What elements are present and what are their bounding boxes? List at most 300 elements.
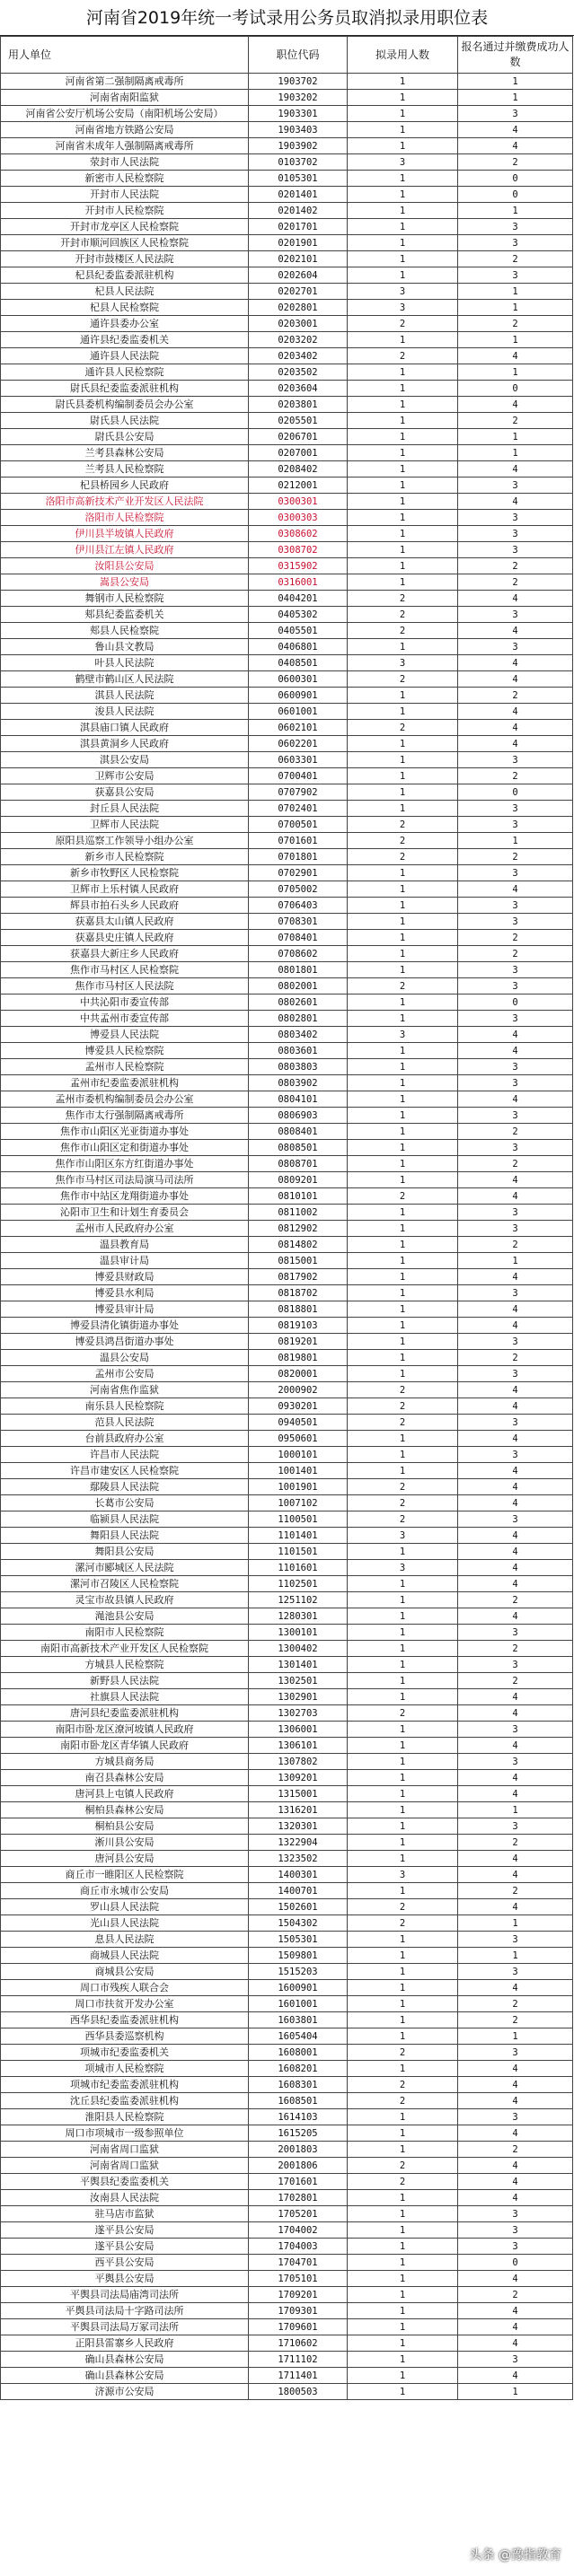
cell-unit: 光山县人民法院 [1,1915,249,1932]
cell-planned: 3 [348,1560,458,1576]
cell-planned: 1 [348,801,458,817]
cell-unit: 方城县人民检察院 [1,1657,249,1673]
cell-unit: 开封市顺河回族区人民检察院 [1,235,249,251]
table-row [1,1835,573,1851]
cell-paid: 1 [458,833,573,849]
cell-code: 1709601 [249,2319,348,2335]
cell-unit: 焦作市马村区司法局演马司法所 [1,1172,249,1188]
cell-unit: 博爱县清化镇街道办事处 [1,1318,249,1334]
cell-code: 0202801 [249,300,348,316]
table-row [1,2045,573,2061]
cell-paid: 4 [458,2125,573,2142]
cell-planned: 2 [348,833,458,849]
cell-code: 1007102 [249,1495,348,1511]
cell-planned: 1 [348,704,458,720]
cell-unit: 浚县人民法院 [1,704,249,720]
cell-paid: 4 [458,1608,573,1625]
cell-paid: 3 [458,1221,573,1237]
cell-planned: 1 [348,2222,458,2239]
cell-unit: 博爱县鸿昌街道办事处 [1,1334,249,1350]
cell-code: 1705201 [249,2206,348,2222]
cell-unit: 孟州市纪委监委派驻机构 [1,1075,249,1091]
cell-code: 1903202 [249,90,348,106]
cell-paid: 2 [458,946,573,962]
cell-paid: 1 [458,1915,573,1932]
cell-paid: 3 [458,1754,573,1770]
cell-code: 0207001 [249,445,348,461]
cell-planned: 3 [348,300,458,316]
cell-paid: 4 [458,623,573,639]
cell-paid: 4 [458,1786,573,1802]
cell-unit: 荥封市人民法院 [1,154,249,171]
cell-planned: 1 [348,1625,458,1641]
cell-paid: 2 [458,2142,573,2158]
cell-code: 1614103 [249,2109,348,2125]
cell-planned: 1 [348,1964,458,1980]
cell-paid: 4 [458,1091,573,1108]
cell-code: 1704701 [249,2255,348,2271]
cell-paid: 2 [458,768,573,784]
cell-planned: 1 [348,1802,458,1818]
table-row [1,833,573,849]
table-row [1,1608,573,1625]
cell-code: 0202604 [249,267,348,284]
cell-planned: 3 [348,1867,458,1883]
table-row [1,1738,573,1754]
cell-planned: 1 [348,1738,458,1754]
cell-unit: 西平县公安局 [1,2255,249,2271]
cell-unit: 项城市人民检察院 [1,2061,249,2077]
cell-unit: 驻马店市监狱 [1,2206,249,2222]
cell-paid: 2 [458,688,573,704]
cell-code: 0308702 [249,542,348,558]
table-row [1,1463,573,1479]
cell-paid: 2 [458,251,573,267]
cell-paid: 4 [458,1318,573,1334]
cell-paid: 2 [458,849,573,865]
cell-paid: 2 [458,1673,573,1689]
cell-unit: 新乡市人民检察院 [1,849,249,865]
cell-paid: 4 [458,1188,573,1205]
table-row [1,1657,573,1673]
cell-planned: 1 [348,1285,458,1301]
table-row [1,219,573,235]
cell-unit: 南乐县人民检察院 [1,1398,249,1415]
cell-paid: 3 [458,2109,573,2125]
cell-unit: 南阳市人民检察院 [1,1625,249,1641]
cell-paid: 4 [458,1382,573,1398]
cell-planned: 1 [348,930,458,946]
cell-unit: 洛阳市高新技术产业开发区人民法院 [1,494,249,510]
cell-unit: 项城市纪委监委派驻机构 [1,2077,249,2093]
cell-paid: 3 [458,2206,573,2222]
cell-planned: 1 [348,1576,458,1592]
cell-unit: 孟州市人民检察院 [1,1059,249,1075]
cell-paid: 4 [458,655,573,671]
cell-planned: 1 [348,1318,458,1334]
table-row [1,574,573,591]
table-row [1,930,573,946]
table-row [1,2077,573,2093]
cell-planned: 1 [348,413,458,429]
table-row [1,235,573,251]
cell-planned: 1 [348,122,458,138]
cell-planned: 1 [348,881,458,898]
cell-planned: 1 [348,235,458,251]
cell-planned: 1 [348,2319,458,2335]
cell-code: 0804101 [249,1091,348,1108]
cell-planned: 2 [348,348,458,364]
table-row [1,1059,573,1075]
cell-planned: 1 [348,865,458,881]
cell-code: 1608001 [249,2045,348,2061]
cell-code: 0103702 [249,154,348,171]
cell-code: 0208402 [249,461,348,478]
cell-code: 1509801 [249,1948,348,1964]
cell-code: 0406801 [249,639,348,655]
cell-paid: 4 [458,2061,573,2077]
cell-code: 0601001 [249,704,348,720]
cell-unit: 淇县黄洞乡人民政府 [1,736,249,752]
cell-unit: 叶县人民法院 [1,655,249,671]
cell-unit: 平舆县司法局十字路司法所 [1,2303,249,2319]
table-row [1,2012,573,2028]
table-row [1,2206,573,2222]
table-row [1,510,573,526]
cell-unit: 焦作市山阳区东方红街道办事处 [1,1156,249,1172]
cell-planned: 1 [348,558,458,574]
cell-planned: 1 [348,171,458,187]
cell-planned: 1 [348,946,458,962]
table-row [1,187,573,203]
cell-unit: 新野县人民法院 [1,1673,249,1689]
cell-unit: 温县审计局 [1,1253,249,1269]
cell-code: 0308602 [249,526,348,542]
cell-paid: 4 [458,1269,573,1285]
cell-code: 0811002 [249,1205,348,1221]
cell-code: 0818801 [249,1301,348,1318]
cell-unit: 唐河县上屯镇人民政府 [1,1786,249,1802]
table-row [1,1980,573,1996]
table-row [1,2335,573,2352]
cell-planned: 1 [348,510,458,526]
cell-paid: 3 [458,1140,573,1156]
cell-planned: 1 [348,2125,458,2142]
cell-code: 1709301 [249,2303,348,2319]
cell-paid: 3 [458,510,573,526]
table-header-row [1,37,573,74]
table-row [1,752,573,768]
cell-unit: 尉氏县人民法院 [1,413,249,429]
table-row [1,1398,573,1415]
cell-unit: 开封市人民检察院 [1,203,249,219]
cell-code: 1101601 [249,1560,348,1576]
cell-paid: 1 [458,364,573,381]
cell-paid: 3 [458,962,573,978]
table-row [1,2125,573,2142]
cell-planned: 1 [348,203,458,219]
cell-paid: 2 [458,1835,573,1851]
table-row [1,2303,573,2319]
table-row [1,1091,573,1108]
cell-unit: 焦作市太行强制隔离戒毒所 [1,1108,249,1124]
cell-unit: 方城县商务局 [1,1754,249,1770]
table-row [1,607,573,623]
cell-paid: 3 [458,1059,573,1075]
cell-code: 0820001 [249,1366,348,1382]
cell-planned: 1 [348,2352,458,2368]
cell-paid: 4 [458,1867,573,1883]
cell-planned: 2 [348,623,458,639]
cell-code: 0819103 [249,1318,348,1334]
cell-paid: 0 [458,171,573,187]
cell-code: 1307802 [249,1754,348,1770]
table-row [1,914,573,930]
table-row [1,784,573,801]
cell-planned: 1 [348,381,458,397]
cell-paid: 3 [458,865,573,881]
table-row [1,1253,573,1269]
cell-unit: 新乡市牧野区人民检察院 [1,865,249,881]
cell-code: 1600901 [249,1980,348,1996]
cell-unit: 南阳市卧龙区潦河坡镇人民政府 [1,1722,249,1738]
cell-paid: 3 [458,1625,573,1641]
table-row [1,316,573,332]
cell-paid: 4 [458,1689,573,1705]
cell-paid: 4 [458,1495,573,1511]
cell-paid: 1 [458,445,573,461]
table-row [1,300,573,316]
cell-paid: 3 [458,2239,573,2255]
cell-unit: 兰考县森林公安局 [1,445,249,461]
table-row [1,1673,573,1689]
table-row [1,2174,573,2190]
table-row [1,1899,573,1915]
cell-code: 0201901 [249,235,348,251]
cell-paid: 4 [458,1738,573,1754]
header-planned: 拟录用人数 [348,37,458,74]
cell-unit: 许昌市人民法院 [1,1447,249,1463]
cell-planned: 2 [348,607,458,623]
cell-planned: 1 [348,688,458,704]
cell-unit: 焦作市马村区人民检察院 [1,962,249,978]
table-row [1,881,573,898]
cell-unit: 焦作市马村区人民法院 [1,978,249,994]
cell-unit: 杞县人民法院 [1,284,249,300]
cell-code: 0819201 [249,1334,348,1350]
cell-planned: 1 [348,364,458,381]
table-row [1,1964,573,1980]
table-row [1,2239,573,2255]
cell-code: 1903902 [249,138,348,154]
cell-paid: 3 [458,639,573,655]
table-row [1,106,573,122]
table-row [1,1172,573,1188]
cell-planned: 1 [348,1851,458,1867]
cell-unit: 卫辉市人民法院 [1,817,249,833]
cell-paid: 1 [458,1948,573,1964]
cell-planned: 2 [348,1495,458,1511]
cell-unit: 获嘉县大新庄乡人民政府 [1,946,249,962]
cell-paid: 3 [458,235,573,251]
cell-unit: 正阳县雷寨乡人民政府 [1,2335,249,2352]
cell-unit: 平舆县司法局万冢司法所 [1,2319,249,2335]
cell-planned: 1 [348,1124,458,1140]
cell-planned: 1 [348,2206,458,2222]
cell-planned: 1 [348,1043,458,1059]
cell-unit: 项城市纪委监委机关 [1,2045,249,2061]
cell-code: 0708301 [249,914,348,930]
cell-unit: 河南省焦作监狱 [1,1382,249,1398]
cell-paid: 4 [458,1770,573,1786]
cell-paid: 2 [458,1350,573,1366]
cell-planned: 1 [348,90,458,106]
cell-paid: 0 [458,994,573,1011]
cell-code: 0806903 [249,1108,348,1124]
cell-code: 0815001 [249,1253,348,1269]
cell-code: 0105301 [249,171,348,187]
cell-unit: 周口市残疾人联合会 [1,1980,249,1996]
table-row [1,1770,573,1786]
table-row [1,397,573,413]
cell-paid: 4 [458,591,573,607]
cell-code: 0408501 [249,655,348,671]
table-row [1,2255,573,2271]
table-body [1,74,573,2400]
cell-unit: 河南省地方铁路公安局 [1,122,249,138]
cell-paid: 1 [458,1802,573,1818]
cell-paid: 0 [458,2255,573,2271]
cell-planned: 1 [348,251,458,267]
cell-planned: 1 [348,1463,458,1479]
table-row [1,526,573,542]
cell-paid: 3 [458,1964,573,1980]
cell-paid: 2 [458,316,573,332]
cell-planned: 2 [348,1479,458,1495]
table-row [1,2222,573,2239]
cell-unit: 开封市龙亭区人民检察院 [1,219,249,235]
cell-code: 1705101 [249,2271,348,2287]
cell-unit: 漯河市召陵区人民检察院 [1,1576,249,1592]
cell-code: 0405501 [249,623,348,639]
cell-paid: 2 [458,154,573,171]
cell-unit: 杞县人民检察院 [1,300,249,316]
cell-unit: 中共沁阳市委宣传部 [1,994,249,1011]
cell-planned: 2 [348,849,458,865]
cell-paid: 4 [458,397,573,413]
cell-planned: 1 [348,478,458,494]
cell-planned: 1 [348,914,458,930]
cell-planned: 1 [348,1770,458,1786]
cell-code: 0201402 [249,203,348,219]
cell-unit: 淅川县公安局 [1,1835,249,1851]
cell-unit: 中共孟州市委宣传部 [1,1011,249,1027]
cell-unit: 伊川县半坡镇人民政府 [1,526,249,542]
cell-paid: 4 [458,736,573,752]
table-row [1,1140,573,1156]
cell-planned: 1 [348,2061,458,2077]
cell-planned: 1 [348,1366,458,1382]
cell-unit: 鹤壁市鹤山区人民法院 [1,671,249,688]
cell-code: 1001901 [249,1479,348,1495]
table-row [1,2158,573,2174]
cell-planned: 2 [348,1188,458,1205]
cell-unit: 河南省第二强制隔离戒毒所 [1,74,249,90]
cell-paid: 2 [458,1592,573,1608]
table-row [1,1625,573,1641]
cell-code: 0817902 [249,1269,348,1285]
table-row [1,1431,573,1447]
cell-unit: 息县人民法院 [1,1932,249,1948]
table-row [1,865,573,881]
cell-planned: 1 [348,1592,458,1608]
cell-code: 0700501 [249,817,348,833]
cell-code: 0203801 [249,397,348,413]
cell-unit: 汝阳县公安局 [1,558,249,574]
cell-unit: 郏县人民检察院 [1,623,249,639]
cell-paid: 3 [458,817,573,833]
cell-planned: 1 [348,1689,458,1705]
cell-code: 0702401 [249,801,348,817]
cell-unit: 遂平县公安局 [1,2222,249,2239]
cell-paid: 4 [458,138,573,154]
cell-code: 0814802 [249,1237,348,1253]
cell-code: 0802601 [249,994,348,1011]
cell-code: 0803402 [249,1027,348,1043]
table-row [1,768,573,784]
cell-paid: 3 [458,1285,573,1301]
cell-code: 0600301 [249,671,348,688]
table-row [1,1205,573,1221]
cell-code: 1302901 [249,1689,348,1705]
cell-paid: 4 [458,1528,573,1544]
cell-planned: 1 [348,267,458,284]
cell-code: 2000902 [249,1382,348,1398]
cell-unit: 博爱县人民检察院 [1,1043,249,1059]
table-row [1,2061,573,2077]
cell-unit: 台前县政府办公室 [1,1431,249,1447]
cell-planned: 1 [348,542,458,558]
cell-planned: 1 [348,1641,458,1657]
cell-planned: 2 [348,1705,458,1722]
cell-code: 2001806 [249,2158,348,2174]
table-row [1,1075,573,1091]
cell-planned: 2 [348,817,458,833]
table-row [1,364,573,381]
table-row [1,1544,573,1560]
cell-unit: 灵宝市故县镇人民政府 [1,1592,249,1608]
cell-paid: 1 [458,2384,573,2400]
cell-planned: 2 [348,978,458,994]
header-unit: 用人单位 [1,37,249,74]
table-row [1,1447,573,1463]
cell-code: 0803803 [249,1059,348,1075]
cell-paid: 3 [458,1447,573,1463]
cell-paid: 4 [458,2303,573,2319]
cell-planned: 3 [348,655,458,671]
cell-unit: 渑池县公安局 [1,1608,249,1625]
cell-unit: 焦作市山阳区光亚街道办事处 [1,1124,249,1140]
cell-unit: 卫辉市上乐村镇人民政府 [1,881,249,898]
cell-planned: 1 [348,994,458,1011]
cell-unit: 平舆县司法局庙湾司法所 [1,2287,249,2303]
cell-paid: 1 [458,284,573,300]
cell-planned: 1 [348,898,458,914]
table-row [1,429,573,445]
cell-planned: 1 [348,2109,458,2125]
cell-unit: 桐柏县公安局 [1,1818,249,1835]
cell-unit: 通许县人民检察院 [1,364,249,381]
